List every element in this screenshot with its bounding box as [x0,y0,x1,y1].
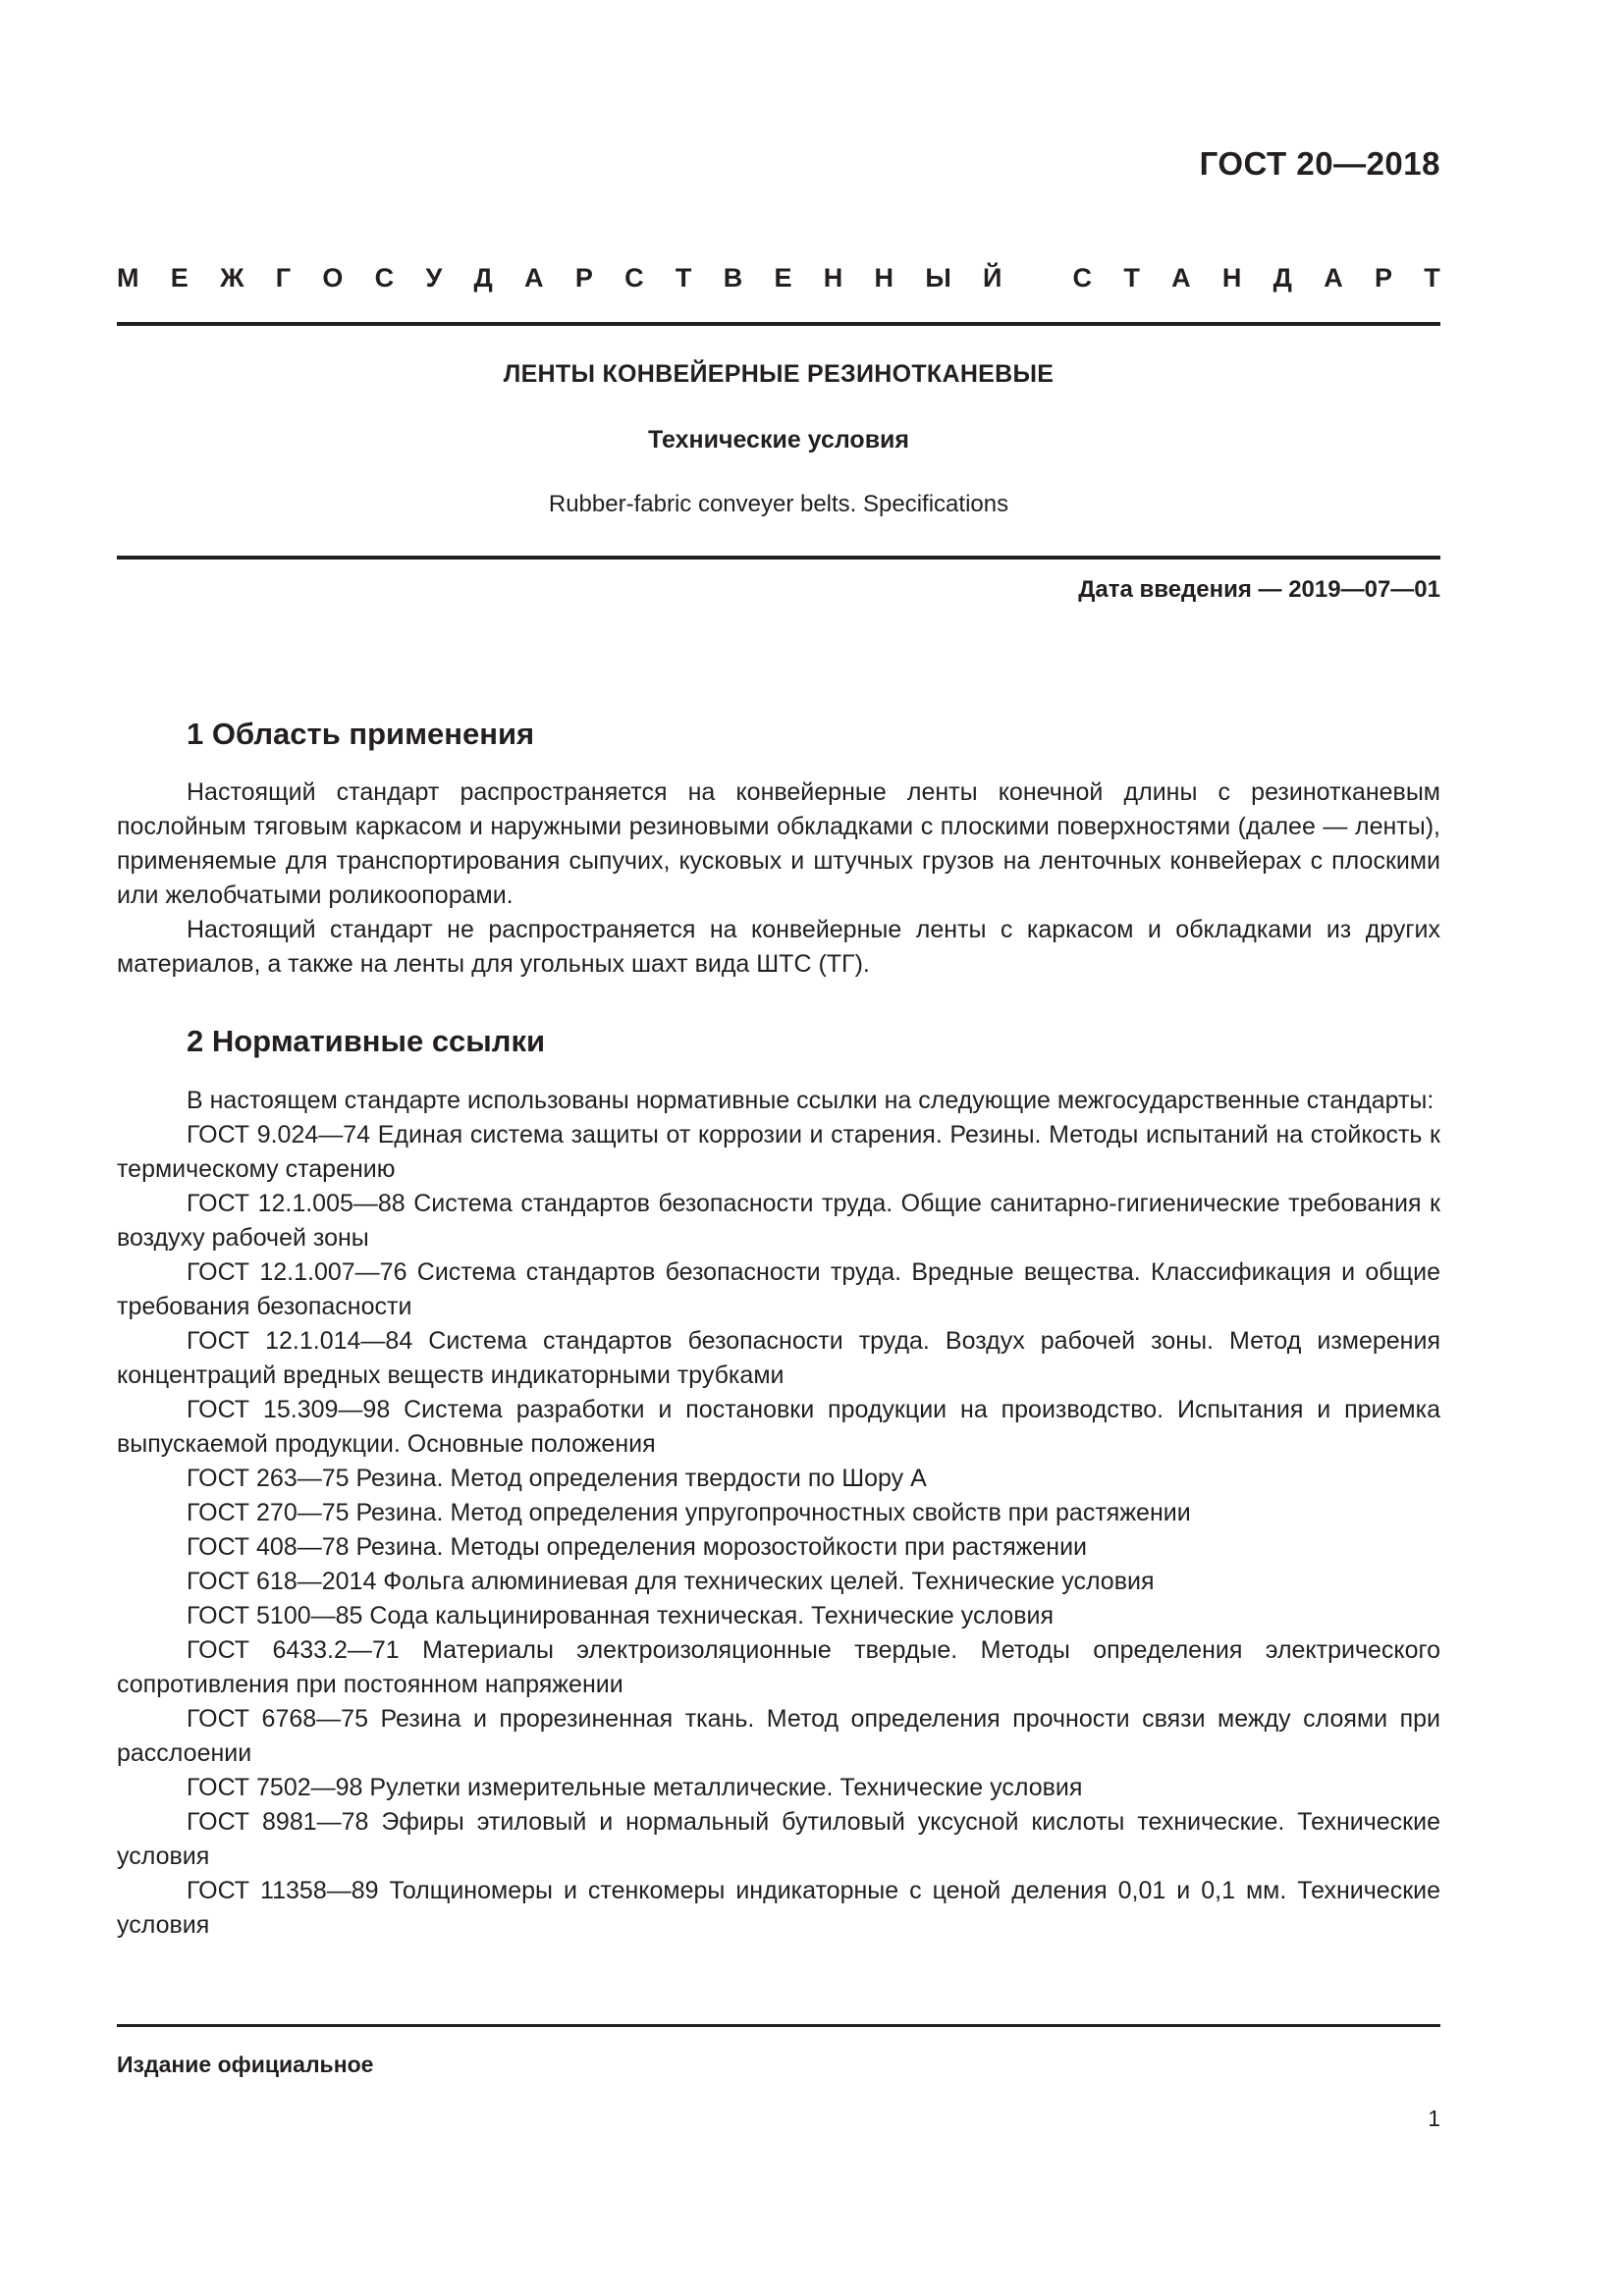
standard-type-letter [1034,263,1042,294]
section-2-intro: В настоящем стандарте использованы нормативные ссылки на следующие межгосударственные стандарты: [187,1087,1435,1114]
standard-type-letter: Д [473,263,493,293]
section-1-paragraph: Настоящий стандарт не распространяется на конвейерные ленты с каркасом и обкладками из других материалов, а также на ленты для угольных шахт вида ШТС (ТГ). [117,916,1440,978]
reference-item: ГОСТ 6433.2—71 Материалы электроизоляционные твердые. Методы определения электрического сопротивления при постоянном напряжении [117,1636,1440,1698]
standard-type-heading [117,263,1440,294]
reference-item: ГОСТ 6768—75 Резина и прорезиненная ткань. Метод определения прочности связи между слоями при расслоении [117,1705,1440,1767]
standard-type-letter: А [1324,263,1343,293]
document-title: ЛЕНТЫ КОНВЕЙЕРНЫЕ РЕЗИНОТКАНЕВЫЕ [503,360,1055,388]
reference-item: ГОСТ 408—78 Резина. Методы определения морозостойкости при растяжении [187,1533,1087,1561]
standard-type-letter: Т [675,263,692,293]
standard-type-letter: С [374,263,395,293]
section-2-body [117,1084,1440,1943]
reference-item: ГОСТ 270—75 Резина. Метод определения упругопрочностных свойств при растяжении [187,1499,1191,1526]
standard-type-letter: С [1072,263,1093,293]
standard-type-letter: С [624,263,644,293]
header-rule [117,322,1440,326]
reference-item: ГОСТ 12.1.014—84 Система стандартов безопасности труда. Воздух рабочей зоны. Метод измерения концентраций вредных веществ индикаторными трубками [117,1327,1440,1389]
reference-item: ГОСТ 618—2014 Фольга алюминиевая для технических целей. Технические условия [187,1568,1155,1595]
standard-type-letter: Е [170,263,189,293]
reference-item: ГОСТ 263—75 Резина. Метод определения твердости по Шору А [187,1465,927,1492]
reference-item: ГОСТ 7502—98 Рулетки измерительные металлические. Технические условия [187,1774,1083,1801]
standard-type-letter: Р [1374,263,1392,293]
reference-item: ГОСТ 12.1.005—88 Система стандартов безопасности труда. Общие санитарно-гигиенические требования к воздуху рабочей зоны [117,1190,1440,1252]
standard-designation: ГОСТ 20—2018 [1199,145,1440,182]
reference-item: ГОСТ 8981—78 Эфиры этиловый и нормальный бутиловый уксусной кислоты технические. Технические условия [117,1808,1440,1870]
document-subtitle: Технические условия [647,426,910,454]
standard-type-letter: Ж [220,263,244,293]
reference-item: ГОСТ 11358—89 Толщиномеры и стенкомеры индикаторные с ценой деления 0,01 и 0,1 мм. Технические условия [117,1877,1440,1939]
standard-type-letter: У [425,263,443,293]
standard-type-letter: А [1171,263,1191,293]
reference-item: ГОСТ 9.024—74 Единая система защиты от коррозии и старения. Резины. Методы испытаний на стойкость к термическому старению [117,1121,1440,1183]
section-1-heading: 1 Область применения [187,717,535,751]
standard-type-letter: Т [1424,263,1440,293]
reference-item: ГОСТ 15.309—98 Система разработки и постановки продукции на производство. Испытания и приемка выпускаемой продукции. Основные положения [117,1396,1440,1458]
title-rule [117,556,1440,560]
section-1-paragraph: Настоящий стандарт распространяется на конвейерные ленты конечной длины с резинотканевым послойным тяговым каркасом и наружными резиновыми обкладками с плоскими поверхностями (далее — ленты), применяемые для транспортирования сыпучих, кусковых и штучных грузов на ленточных конвейерах с плоскими или желобчатыми роликоопорами. [117,778,1440,909]
standard-type-letter: О [322,263,344,293]
standard-type-letter: В [723,263,743,293]
footer-rule [117,2024,1440,2027]
page-number: 1 [1428,2106,1440,2131]
standard-type-letter: Т [1123,263,1140,293]
standard-type-letter: Н [1221,263,1242,293]
official-edition-label: Издание официальное [117,2052,374,2077]
section-2-heading: 2 Нормативные ссылки [187,1024,546,1058]
standard-type-letter: Д [1272,263,1292,293]
standard-type-letter: Й [983,263,1002,293]
standard-type-letter: Н [823,263,843,293]
standard-type-letter: Г [275,263,292,293]
standard-type-letter: М [117,263,139,293]
standard-type-letter: Р [574,263,593,293]
standard-type-letter: А [524,263,544,293]
introduction-date: Дата введения — 2019—07—01 [1078,576,1440,603]
document-title-english: Rubber-fabric conveyer belts. Specifications [548,491,1009,517]
standard-type-letter: Ы [925,263,951,293]
reference-item: ГОСТ 12.1.007—76 Система стандартов безопасности труда. Вредные вещества. Классификация и общие требования безопасности [117,1258,1440,1320]
section-1-body [117,775,1440,982]
reference-item: ГОСТ 5100—85 Сода кальцинированная техническая. Технические условия [187,1602,1054,1629]
standard-type-letter: Н [874,263,894,293]
standard-type-letter: Е [774,263,792,293]
